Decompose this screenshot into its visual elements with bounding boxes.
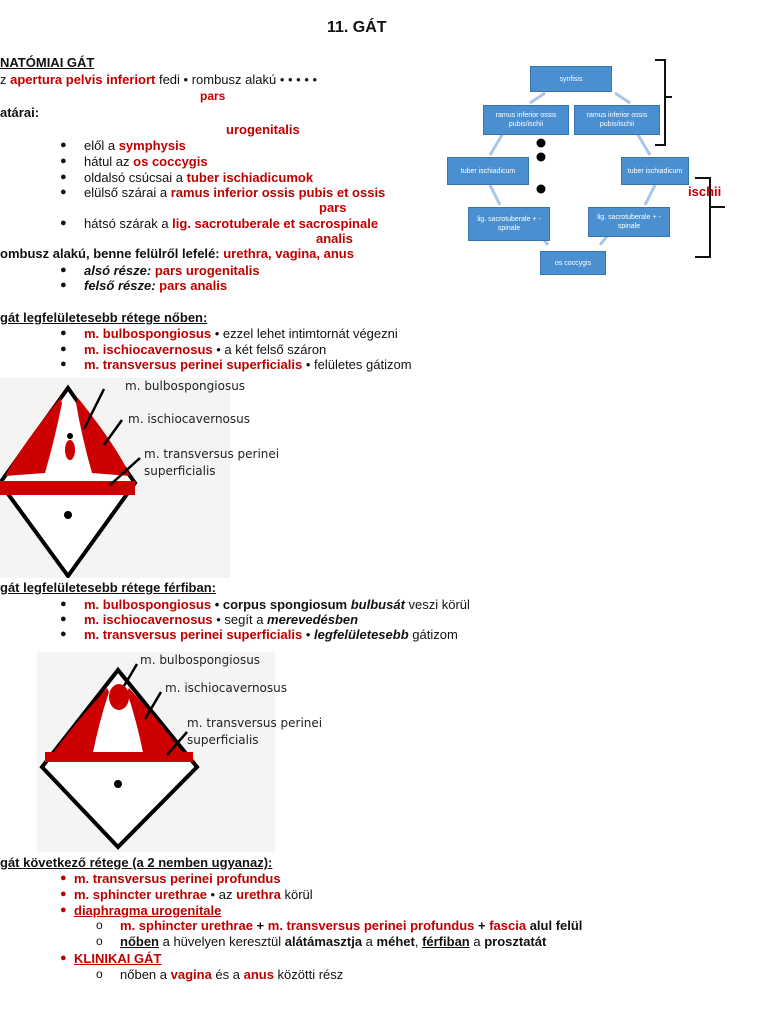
section-heading-male: gát legfelületesebb rétege férfiban:: [0, 580, 216, 595]
section-heading-next: gát következő rétege (a 2 nemben ugyanaz):: [0, 855, 273, 870]
node-lig-left: lig. sacrotuberale + -spinale: [468, 207, 550, 241]
text: és a: [211, 967, 244, 982]
term: m. transversus perinei profundus: [267, 918, 475, 933]
term: m. transversus perinei superficialis: [84, 357, 303, 372]
term: fascia: [489, 918, 527, 933]
anat-line1: [0, 72, 317, 87]
list-item: [84, 185, 385, 200]
label-pars-2: pars: [319, 200, 347, 215]
term: m. bulbospongiosus: [84, 597, 212, 612]
section-heading-female: gát legfelületesebb rétege nőben:: [0, 310, 208, 325]
text: • felületes gátizom: [302, 357, 412, 372]
text: • segít a: [212, 612, 268, 627]
text: legfelületesebb: [314, 627, 409, 642]
text: alátámasztja: [284, 934, 363, 949]
term: urethra, vagina, anus: [223, 246, 354, 261]
list-item-klinikai: ● KLINIKAI GÁT: [74, 951, 161, 966]
arrow: [615, 93, 630, 103]
bulbospongiosus: [109, 684, 129, 710]
section-heading-anat: NATÓMIAI GÁT: [0, 55, 95, 70]
text: fedi • rombusz alakú • • • • •: [155, 72, 318, 87]
term: os coccygis: [133, 154, 208, 169]
fig-label: m. transversus perinei: [144, 447, 280, 461]
text: prosztatát: [484, 934, 547, 949]
page-title: 11. GÁT: [327, 19, 387, 36]
text: bulbusát: [350, 597, 405, 612]
label-pars: pars: [200, 89, 226, 103]
list-item: [84, 627, 458, 642]
term: symphysis: [118, 138, 186, 153]
text: férfiban: [422, 934, 470, 949]
text: nőben a: [120, 967, 171, 982]
text: elülső szárai a: [84, 185, 171, 200]
term: tuber ischiadicumok: [186, 170, 314, 185]
label-analis: analis: [316, 231, 353, 246]
fig-label: m. transversus perinei: [187, 716, 323, 730]
list-item: [84, 154, 208, 169]
node-ramus-left: ramus inferior ossis pubis/ischii: [483, 105, 569, 135]
sub-item: [120, 967, 343, 982]
male-perineum-figure: [37, 652, 327, 852]
term: ramus inferior ossis pubis et ossis: [170, 185, 386, 200]
dot-marker: [537, 153, 546, 162]
term: pars urogenitalis: [151, 263, 260, 278]
label-ischii: ischii: [688, 184, 722, 199]
term: m. bulbospongiosus: [84, 326, 212, 341]
text: közötti rész: [273, 967, 344, 982]
text: körül: [280, 887, 313, 902]
female-perineum-figure: [0, 378, 300, 578]
fig-label: m. bulbospongiosus: [140, 653, 261, 667]
node-ramus-right: ramus inferior ossis pubis/ischii: [574, 105, 660, 135]
text: • a két felső száron: [212, 342, 327, 357]
node-coccyx: os coccygis: [540, 251, 606, 275]
node-synfisis: synfisis: [530, 66, 612, 92]
list-item: [84, 597, 470, 612]
text: a: [362, 934, 377, 949]
text: •: [302, 627, 314, 642]
text: felső része:: [84, 278, 156, 293]
node-tuber-right: tuber ischiadicum: [621, 157, 689, 185]
list-item: [84, 357, 412, 372]
term: pars analis: [155, 278, 228, 293]
list-item: [84, 263, 260, 278]
text: ombusz alakú, benne felülről lefelé:: [0, 246, 224, 261]
list-item: [84, 342, 326, 357]
text: • ezzel lehet intimtornát végezni: [211, 326, 398, 341]
term: vagina: [170, 967, 212, 982]
text: • corpus spongiosum: [211, 597, 351, 612]
list-item: [84, 326, 398, 341]
text: elől a: [84, 138, 119, 153]
transversus-band: [45, 752, 193, 762]
term: anus: [243, 967, 274, 982]
term: urethra: [236, 887, 281, 902]
text: ,: [414, 934, 423, 949]
text: a hüvelyen keresztül: [159, 934, 285, 949]
term: m. transversus perinei superficialis: [84, 627, 303, 642]
list-item: [74, 887, 313, 902]
dot-marker: [537, 139, 546, 148]
hatarai-heading: atárai:: [0, 105, 40, 120]
sub-item: [120, 934, 546, 949]
arrow: [530, 93, 545, 103]
text: z: [0, 72, 11, 87]
bulbospongiosus: [65, 440, 75, 460]
fig-label: m. ischiocavernosus: [128, 412, 250, 426]
text: merevedésben: [267, 612, 359, 627]
list-item: [84, 278, 227, 293]
text: gátizom: [408, 627, 458, 642]
text: hátul az: [84, 154, 134, 169]
list-item: ● m. transversus perinei profundus: [74, 871, 281, 886]
node-tuber-left: tuber ischiadicum: [447, 157, 529, 185]
sub-item: [120, 918, 582, 933]
term: m. sphincter urethrae: [74, 887, 207, 902]
list-item: [84, 170, 313, 185]
text: oldalsó csúcsai a: [84, 170, 187, 185]
anus-dot: [64, 511, 72, 519]
arrow: [645, 185, 655, 205]
text: nőben: [120, 934, 159, 949]
label-urogenitalis: urogenitalis: [226, 122, 300, 137]
fig-label: superficialis: [144, 464, 216, 478]
anus-dot: [114, 780, 122, 788]
node-lig-right: lig. sacrotuberale + -spinale: [588, 207, 670, 237]
term: m. ischiocavernosus: [84, 342, 213, 357]
text: alul felül: [526, 918, 583, 933]
transversus-band: [0, 481, 135, 495]
dot-marker: [537, 185, 546, 194]
term-apertura: apertura pelvis inferiort: [10, 72, 156, 87]
term: m. sphincter urethrae: [120, 918, 253, 933]
text: a: [469, 934, 485, 949]
text: veszi körül: [404, 597, 470, 612]
rombusz-line: [0, 246, 354, 261]
text: méhet: [376, 934, 415, 949]
term: m. ischiocavernosus: [84, 612, 213, 627]
fig-label: m. ischiocavernosus: [165, 681, 287, 695]
text: +: [474, 918, 490, 933]
fig-label: m. bulbospongiosus: [125, 379, 246, 393]
text: alsó része:: [84, 263, 152, 278]
urethra-dot: [67, 433, 73, 439]
fig-label: superficialis: [187, 733, 259, 747]
term: lig. sacrotuberale et sacrospinale: [172, 216, 379, 231]
arrow: [490, 185, 500, 205]
list-item: [84, 612, 358, 627]
list-item: [84, 138, 186, 153]
text: • az: [206, 887, 237, 902]
list-item: [84, 216, 378, 231]
text: hátsó szárak a: [84, 216, 173, 231]
list-item-diaphragma: ● diaphragma urogenitale: [74, 903, 221, 918]
text: +: [252, 918, 268, 933]
